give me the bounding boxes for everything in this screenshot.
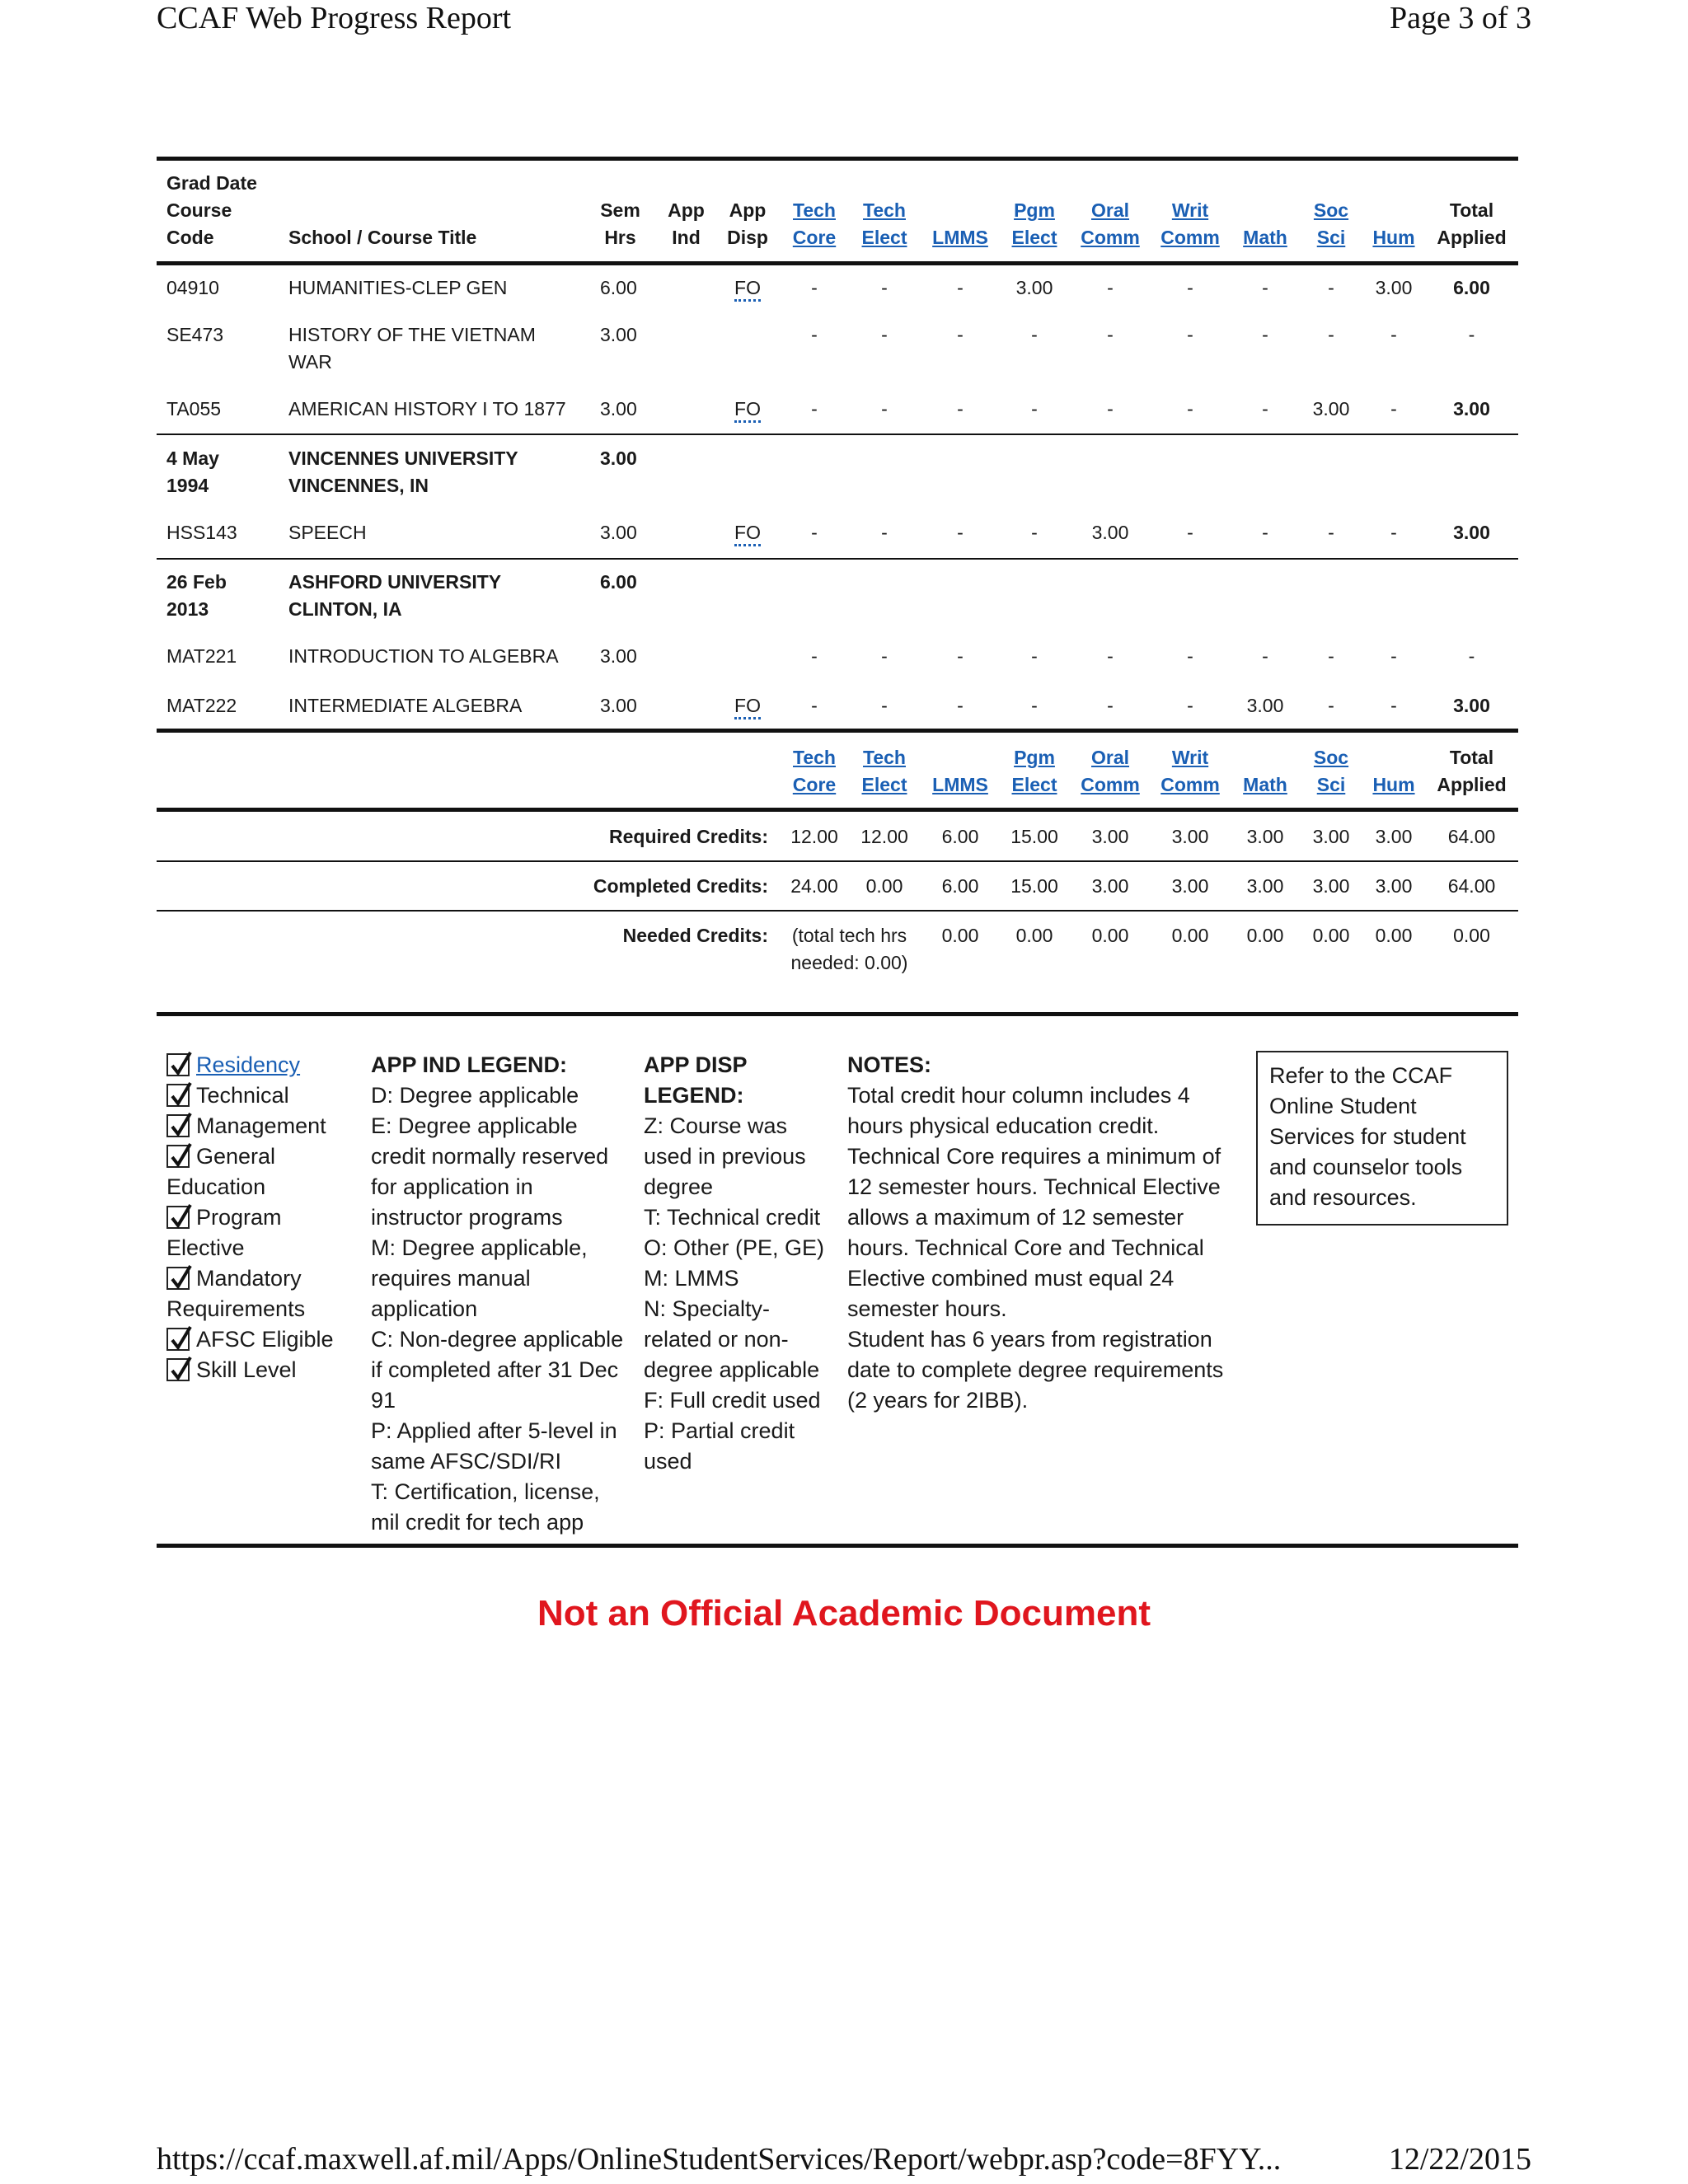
header-hum-link[interactable]: Hum [1372, 227, 1415, 248]
school-hours: 6.00 [600, 571, 637, 593]
header-math-link[interactable]: Math [1243, 227, 1287, 248]
needed-tech-note: (total tech hrs needed: 0.00) [790, 925, 908, 973]
summary-cell: 24.00 [790, 875, 838, 897]
credit-cell: - [881, 522, 888, 543]
app-disp-value[interactable]: FO [734, 522, 761, 546]
app-ind-legend [371, 1050, 626, 1538]
summary-oral-comm-link[interactable]: Oral [1090, 747, 1130, 768]
credit-cell: - [957, 277, 964, 298]
credit-cell: 3.00 [1246, 695, 1284, 716]
divider [157, 434, 1518, 435]
checkbox-checked-icon [166, 1267, 190, 1290]
page-url: https://ccaf.maxwell.af.mil/Apps/OnlineStudentServices/Report/webpr.asp?code=8FYY... [157, 2142, 1282, 2177]
summary-soc-sci-link-2[interactable]: Sci [1316, 774, 1346, 795]
credit-cell: 3.00 [1015, 277, 1053, 298]
credit-cell: - [1187, 645, 1193, 667]
credit-cell: - [1107, 277, 1114, 298]
credit-cell: - [811, 324, 818, 345]
credit-cell: - [1262, 645, 1268, 667]
header-app-disp-2: Disp [727, 227, 768, 248]
credit-cell: - [1107, 398, 1114, 419]
checklist-item[interactable] [166, 1050, 344, 1080]
legend-item: T: Technical credit [644, 1205, 821, 1230]
summary-cell: 12.00 [860, 826, 908, 847]
header-writ-comm-link-2[interactable]: Comm [1160, 227, 1220, 248]
credit-cell: - [1107, 324, 1114, 345]
credit-cell: - [1390, 324, 1397, 345]
summary-pgm-elect-link-2[interactable]: Elect [1011, 774, 1057, 795]
checklist-item [166, 1080, 344, 1111]
credit-cell: - [1187, 324, 1193, 345]
header-writ-comm-link[interactable]: Writ [1171, 199, 1209, 221]
credit-cell: - [1187, 695, 1193, 716]
summary-cell: 3.00 [1091, 875, 1129, 897]
summary-cell: 0.00 [1246, 925, 1284, 946]
summary-cell: 3.00 [1246, 875, 1284, 897]
summary-oral-comm-link-2[interactable]: Comm [1081, 774, 1140, 795]
header-app-disp: App [729, 199, 767, 221]
divider [157, 1012, 1518, 1016]
credit-cell: - [957, 398, 964, 419]
course-title: SPEECH [288, 522, 367, 543]
credit-cell: - [1328, 277, 1334, 298]
course-title: HISTORY OF THE VIETNAM WAR [288, 324, 536, 373]
checkbox-checked-icon [166, 1053, 190, 1076]
summary-pgm-elect-link[interactable]: Pgm [1014, 747, 1055, 768]
summary-lmms-link[interactable]: LMMS [932, 774, 988, 795]
summary-cell: 15.00 [1010, 875, 1058, 897]
credit-cell: - [881, 645, 888, 667]
header-tech-elect-link[interactable]: Tech [863, 199, 906, 221]
legend-item: P: Partial credit used [644, 1418, 795, 1474]
report-title: CCAF Web Progress Report [157, 1, 512, 35]
credit-cell: - [1328, 695, 1334, 716]
sem-hours: 3.00 [600, 695, 637, 716]
school-name: ASHFORD UNIVERSITY CLINTON, IA [288, 571, 501, 620]
credit-cell: - [811, 277, 818, 298]
course-title: HUMANITIES-CLEP GEN [288, 277, 508, 298]
summary-tech-core-link[interactable]: Tech [793, 747, 836, 768]
summary-cell: 3.00 [1246, 826, 1284, 847]
credit-cell: - [1262, 324, 1268, 345]
checklist-item [166, 1111, 344, 1141]
legend-item: T: Certification, license, mil credit for tech app [371, 1479, 600, 1535]
credit-cell: - [957, 324, 964, 345]
header-course: Course [166, 199, 232, 221]
school-name: VINCENNES UNIVERSITY VINCENNES, IN [288, 448, 518, 496]
credit-cell: - [881, 277, 888, 298]
sem-hours: 3.00 [600, 645, 637, 667]
divider [157, 808, 1518, 812]
total-applied-cell: - [1468, 645, 1475, 667]
checklist-item [166, 1355, 344, 1385]
summary-hum-link[interactable]: Hum [1372, 774, 1415, 795]
summary-cell: 0.00 [865, 875, 903, 897]
credit-cell: - [811, 645, 818, 667]
school-grad-date: 26 Feb 2013 [166, 571, 227, 620]
summary-cell: 6.00 [941, 875, 979, 897]
course-code: TA055 [166, 398, 222, 419]
credit-cell: - [1031, 324, 1038, 345]
summary-tech-elect-link-2[interactable]: Elect [861, 774, 907, 795]
checklist-label: Program Elective [166, 1205, 282, 1260]
credit-cell: - [1328, 645, 1334, 667]
credit-cell: - [1031, 522, 1038, 543]
summary-cell: 3.00 [1375, 875, 1413, 897]
page-number: Page 3 of 3 [1389, 1, 1531, 35]
notes-text-2: Student has 6 years from registration date to complete degree requirements (2 years for 2IBB). [847, 1327, 1224, 1413]
summary-total: Total [1449, 747, 1494, 768]
checklist-label: Technical [196, 1083, 289, 1108]
header-sem: Sem [600, 199, 640, 221]
credit-cell: - [957, 695, 964, 716]
summary-cell: 0.00 [1375, 925, 1413, 946]
credit-cell: - [1187, 277, 1193, 298]
summary-cell: 12.00 [790, 826, 838, 847]
checklist-label: Skill Level [196, 1357, 297, 1382]
credit-cell: 3.00 [1312, 398, 1350, 419]
legend-item: F: Full credit used [644, 1388, 821, 1413]
course-title: AMERICAN HISTORY I TO 1877 [288, 398, 566, 419]
legend-item: M: LMMS [644, 1266, 739, 1291]
course-title: INTERMEDIATE ALGEBRA [288, 695, 523, 716]
app-disp-code[interactable] [719, 396, 776, 423]
summary-cell: 15.00 [1010, 826, 1058, 847]
credit-cell: - [957, 522, 964, 543]
credit-cell: - [1262, 522, 1268, 543]
header-lmms-link[interactable]: LMMS [932, 227, 988, 248]
header-oral-comm-link[interactable]: Oral [1090, 199, 1130, 221]
checkbox-checked-icon [166, 1206, 190, 1229]
credit-cell: - [1187, 522, 1193, 543]
header-soc-sci-link[interactable]: Soc [1313, 199, 1349, 221]
summary-cell: 0.00 [1171, 925, 1209, 946]
school-hours: 3.00 [600, 448, 637, 469]
header-app-ind: App [668, 199, 705, 221]
divider [157, 910, 1518, 912]
school-grad-date: 4 May 1994 [166, 448, 219, 496]
notes-title: NOTES: [847, 1052, 932, 1077]
header-tech-core-link-2[interactable]: Core [792, 227, 837, 248]
credit-cell: - [811, 398, 818, 419]
credit-cell: - [811, 695, 818, 716]
credit-cell: - [1390, 695, 1397, 716]
credit-cell: - [1031, 695, 1038, 716]
sem-hours: 3.00 [600, 398, 637, 419]
summary-cell: 3.00 [1171, 826, 1209, 847]
completed-credits-label: Completed Credits: [593, 875, 768, 897]
summary-cell: 3.00 [1312, 875, 1350, 897]
credit-cell: - [1328, 522, 1334, 543]
sem-hours: 3.00 [600, 522, 637, 543]
residency-link[interactable]: Residency [196, 1052, 301, 1077]
checkbox-checked-icon [166, 1328, 190, 1351]
app-disp-value[interactable]: FO [734, 277, 761, 302]
credit-cell: - [1107, 695, 1114, 716]
summary-applied: Applied [1437, 774, 1507, 795]
app-ind-legend-title: APP IND LEGEND: [371, 1052, 568, 1077]
app-disp-code[interactable] [719, 519, 776, 546]
course-code: MAT222 [166, 695, 237, 716]
course-code: SE473 [166, 324, 224, 345]
summary-cell: 0.00 [1312, 925, 1350, 946]
checklist-item [166, 1141, 344, 1202]
summary-soc-sci-link[interactable]: Soc [1313, 747, 1349, 768]
header-total: Total [1449, 199, 1494, 221]
checklist-label: Management [196, 1113, 326, 1138]
credit-cell: - [957, 645, 964, 667]
legend-item: P: Applied after 5-level in same AFSC/SDI/RI [371, 1418, 617, 1474]
sem-hours: 6.00 [600, 277, 637, 298]
header-grad-date: Grad Date [166, 172, 257, 194]
course-title: INTRODUCTION TO ALGEBRA [288, 645, 559, 667]
total-applied-cell: - [1468, 324, 1475, 345]
total-applied-cell: 6.00 [1453, 277, 1490, 298]
checkbox-checked-icon [166, 1358, 190, 1381]
checklist-label: Mandatory Requirements [166, 1266, 306, 1321]
credit-cell: - [811, 522, 818, 543]
legend-item: C: Non-degree applicable if completed after 31 Dec 91 [371, 1327, 624, 1413]
notes-section [847, 1050, 1239, 1416]
header-soc-sci-link-2[interactable]: Sci [1316, 227, 1346, 248]
app-disp-value[interactable]: FO [734, 398, 761, 423]
app-disp-code[interactable] [719, 692, 776, 719]
unofficial-document-notice: Not an Official Academic Document [537, 1593, 1151, 1633]
summary-tech-elect-link[interactable]: Tech [863, 747, 906, 768]
app-disp-code[interactable] [719, 274, 776, 302]
credit-cell: - [881, 398, 888, 419]
header-tech-core-link[interactable]: Tech [793, 199, 836, 221]
header-oral-comm-link-2[interactable]: Comm [1081, 227, 1140, 248]
divider [157, 157, 1518, 161]
print-date: 12/22/2015 [1388, 2142, 1531, 2177]
summary-cell: 3.00 [1375, 826, 1413, 847]
header-hrs: Hrs [604, 227, 636, 248]
divider [157, 729, 1518, 733]
header-tech-elect-link-2[interactable]: Elect [861, 227, 907, 248]
checklist-item [166, 1263, 344, 1324]
checkbox-checked-icon [166, 1084, 190, 1107]
total-applied-cell: 3.00 [1453, 695, 1490, 716]
required-credits-label: Required Credits: [609, 826, 768, 847]
divider [157, 1544, 1518, 1548]
summary-cell: 3.00 [1091, 826, 1129, 847]
divider [157, 860, 1518, 862]
legend-item: M: Degree applicable, requires manual application [371, 1235, 588, 1321]
checklist-item [166, 1202, 344, 1263]
credit-cell: - [1031, 398, 1038, 419]
summary-cell: 3.00 [1171, 875, 1209, 897]
header-code: Code [166, 227, 214, 248]
header-pgm-elect-link-2[interactable]: Elect [1011, 227, 1057, 248]
legend-item: N: Specialty-related or non-degree applicable [644, 1296, 820, 1382]
summary-tech-core-link-2[interactable]: Core [792, 774, 837, 795]
credit-cell: - [1031, 645, 1038, 667]
app-disp-legend [644, 1050, 829, 1477]
summary-cell: 64.00 [1447, 875, 1496, 897]
divider [157, 261, 1518, 265]
notes-text: Total credit hour column includes 4 hours physical education credit. Technical Core requires a minimum of 12 semester hours. Technical Elective allows a maximum of 12 semester hours. Technical Core and Technical Elective combined must equal 24 semester hours. [847, 1083, 1221, 1321]
summary-cell: 3.00 [1312, 826, 1350, 847]
credit-cell: - [1262, 277, 1268, 298]
summary-cell: 6.00 [941, 826, 979, 847]
header-school-title: School / Course Title [288, 227, 477, 248]
checklist-item [166, 1324, 344, 1355]
legend-item: O: Other (PE, GE) [644, 1235, 825, 1260]
header-applied: Applied [1437, 227, 1507, 248]
credit-cell: - [1390, 522, 1397, 543]
course-code: 04910 [166, 277, 219, 298]
total-applied-cell: 3.00 [1453, 522, 1490, 543]
summary-math-link[interactable]: Math [1243, 774, 1287, 795]
needed-credits-label: Needed Credits: [622, 925, 768, 946]
header-pgm-elect-link[interactable]: Pgm [1014, 199, 1055, 221]
divider [157, 558, 1518, 560]
legend-item: E: Degree applicable credit normally reserved for application in instructor programs [371, 1113, 609, 1230]
credit-cell: - [1107, 645, 1114, 667]
credit-cell: 3.00 [1375, 277, 1413, 298]
legend-item: D: Degree applicable [371, 1083, 579, 1108]
credit-cell: - [1187, 398, 1193, 419]
requirements-checklist [166, 1050, 344, 1385]
legend-item: Z: Course was used in previous degree [644, 1113, 806, 1199]
checkbox-checked-icon [166, 1145, 190, 1168]
summary-cell: 0.00 [1091, 925, 1129, 946]
summary-writ-comm-link-2[interactable]: Comm [1160, 774, 1220, 795]
summary-cell: 64.00 [1447, 826, 1496, 847]
app-disp-legend-title: APP DISP LEGEND: [644, 1052, 748, 1108]
credit-cell: - [1328, 324, 1334, 345]
checklist-label: General Education [166, 1144, 276, 1199]
summary-cell: 0.00 [1015, 925, 1053, 946]
checkbox-checked-icon [166, 1114, 190, 1137]
header-app-ind-2: Ind [672, 227, 701, 248]
credit-cell: - [1262, 398, 1268, 419]
course-code: HSS143 [166, 522, 237, 543]
refer-info-box: Refer to the CCAF Online Student Services for student and counselor tools and resources. [1256, 1051, 1508, 1226]
checklist-label: AFSC Eligible [196, 1327, 334, 1352]
app-disp-value[interactable]: FO [734, 695, 761, 719]
credit-cell: 3.00 [1091, 522, 1129, 543]
credit-cell: - [881, 695, 888, 716]
credit-cell: - [881, 324, 888, 345]
summary-cell: 0.00 [1453, 925, 1490, 946]
course-code: MAT221 [166, 645, 237, 667]
summary-cell: 0.00 [941, 925, 979, 946]
total-applied-cell: 3.00 [1453, 398, 1490, 419]
summary-writ-comm-link[interactable]: Writ [1171, 747, 1209, 768]
sem-hours: 3.00 [600, 324, 637, 345]
credit-cell: - [1390, 645, 1397, 667]
credit-cell: - [1390, 398, 1397, 419]
